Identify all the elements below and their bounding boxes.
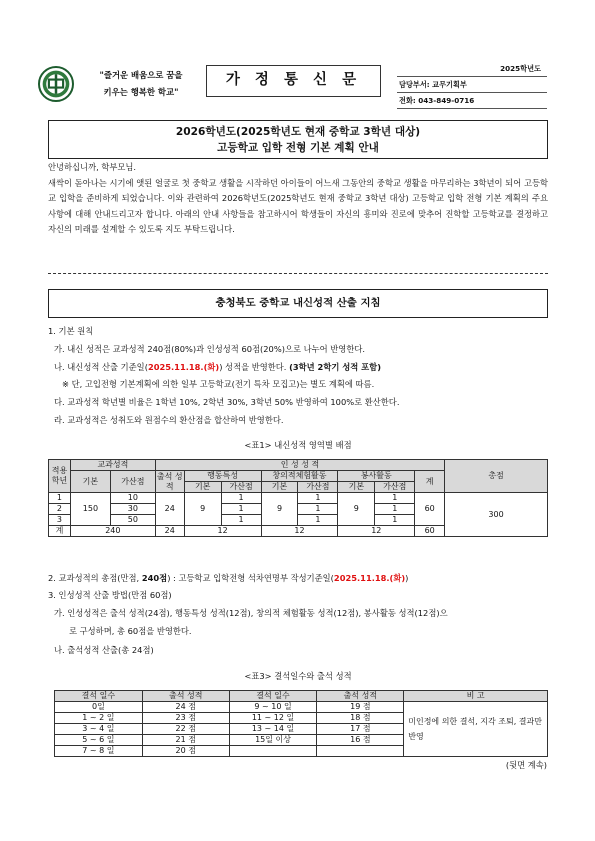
slogan-line-1: "즐거운 배움으로 꿈을 [99, 70, 183, 80]
cell-creative-add: 1 [298, 504, 338, 515]
main-title-line-1: 2026학년도(2025학년도 현재 중학교 3학년 대상) [175, 126, 421, 138]
s3-item-na: 나. 출석성적 산출(총 24점) [54, 645, 154, 655]
cell-score: 23 점 [142, 713, 229, 724]
cell-subject-add: 50 [110, 515, 155, 526]
th-attend-score: 출석 성적 [317, 691, 404, 702]
cell-days: 0일 [55, 702, 143, 713]
cell-volunteer-add: 1 [375, 493, 415, 504]
cell-total-subject: 240 [70, 526, 155, 537]
cell-score: 16 점 [317, 735, 404, 746]
cell-creative-basic: 9 [261, 493, 298, 526]
table3-caption: <표3> 결석일수와 출석 성적 [244, 671, 352, 681]
cell-days: 13 ~ 14 일 [229, 724, 317, 735]
cell-score: 22 점 [142, 724, 229, 735]
s1-item-ra: 라. 교과성적은 성취도와 원점수의 환산점을 합산하여 반영한다. [54, 415, 284, 425]
na-mid: ) 성적을 반영한다. [219, 362, 290, 372]
th-total: 총점 [445, 460, 548, 493]
table-row [49, 493, 548, 504]
s1-item-da: 다. 교과성적 학년별 비율은 1학년 10%, 2학년 30%, 3학년 50% 반영하여 100%로 환산한다. [54, 397, 400, 407]
cell-total-behavior: 12 [184, 526, 261, 537]
cell-score: 20 점 [142, 746, 229, 757]
cell-score: 24 점 [142, 702, 229, 713]
cell-volunteer-basic: 9 [338, 493, 375, 526]
school-year: 2025학년도 [397, 61, 547, 77]
cell-grade: 3 [49, 515, 71, 526]
slogan-line-2: 키우는 행복한 학교" [103, 87, 179, 97]
greeting: 안녕하십니까, 학부모님. [48, 162, 137, 172]
s1-item-ga: 가. 내신 성적은 교과성적 240점(80%)과 인성성적 60점(20%)으로 나누어 반영한다. [54, 344, 365, 354]
cell-volunteer-add: 1 [375, 504, 415, 515]
cell-volunteer-add: 1 [375, 515, 415, 526]
s1-heading: 1. 기본 원칙 [48, 326, 94, 336]
cell-days: 9 ~ 10 일 [229, 702, 317, 713]
cell-score: 21 점 [142, 735, 229, 746]
th-behavior: 행동특성 [184, 471, 261, 482]
cell-behavior-add: 1 [221, 515, 261, 526]
s3-item-ga-2: 로 구성하며, 총 60점을 반영한다. [69, 626, 192, 636]
cell-grand-total: 300 [445, 493, 548, 537]
school-emblem-icon [40, 68, 72, 100]
cell-subject-add: 10 [110, 493, 155, 504]
divider [48, 273, 548, 274]
s2-mid: ) : 고등학교 입학전형 석차연명부 작성기준일( [167, 573, 334, 583]
document-title: 가 정 통 신 문 [206, 65, 381, 97]
main-title-line-2: 고등학교 입학 전형 기본 계획 안내 [217, 142, 379, 154]
cell-char-sum: 60 [415, 493, 445, 526]
cell-score: 17 점 [317, 724, 404, 735]
cell-score: 19 점 [317, 702, 404, 713]
s2-pre: 2. 교과성적의 총점(만점, [48, 573, 142, 583]
th-sum: 계 [415, 471, 445, 493]
th-attend: 출석 성적 [156, 471, 183, 491]
continued-note: (뒷면 계속) [505, 760, 547, 770]
cell-days: 5 ~ 6 일 [55, 735, 143, 746]
section-title: 충청북도 중학교 내신성적 산출 지침 [48, 289, 548, 318]
cell-total-sum: 60 [415, 526, 445, 537]
table1-caption: <표1> 내신성적 영역별 배점 [244, 440, 352, 450]
cell-days: 15일 이상 [229, 735, 317, 746]
th-creative: 창의적체험활동 [261, 471, 338, 482]
cell-subject-add: 30 [110, 504, 155, 515]
s3-heading: 3. 인성성적 산출 방법(만점 60점) [48, 590, 172, 600]
na-date: 2025.11.18.(화) [147, 362, 220, 372]
table3 [54, 690, 548, 757]
cell-attend: 24 [155, 493, 184, 526]
cell-note: 미인정에 의한 결석, 지각 조퇴, 결과만 반영 [404, 702, 548, 757]
th-volunteer-basic: 기본 [338, 482, 375, 493]
cell-score: 18 점 [317, 713, 404, 724]
cell-score-empty [317, 746, 404, 757]
table-row [55, 702, 548, 713]
th-absent-days: 결석 일수 [229, 691, 317, 702]
school-slogan [82, 67, 200, 101]
cell-grade: 1 [49, 493, 71, 504]
s2-post: ) [405, 573, 409, 583]
intro-body: 새싹이 돋아나는 시기에 앳된 얼굴로 첫 중학교 생활을 시작하던 아이들이 어느새 그동안의 중학교 생활을 마무리하는 3학년이 되어 고등학교 입학을 준비하게 되었습니다. 이와 관련하여 2026학년도(2025학년도 현재 중학교 3학년 대상) 고등학교 입학 전형 기본 계획의 주요 사항에 대해 안내드리고자 합니다. 아래의 안내 사항들을 참고하시어 학생들이 자신의 흥미와 진로에 맞추어 진학할 고등학교를 결정하고 자신의 미래를 설계할 수 있도록 지도 부탁드립니다. [48, 177, 548, 235]
cell-days-empty [229, 746, 317, 757]
cell-behavior-basic: 9 [184, 493, 221, 526]
th-note: 비 고 [404, 691, 548, 702]
department: 담당부서: 교무기획부 [397, 77, 547, 93]
th-subject-basic: 기본 [70, 471, 110, 493]
s2-line [48, 573, 408, 584]
th-creative-add: 가산점 [298, 482, 338, 493]
cell-days: 11 ~ 12 일 [229, 713, 317, 724]
na-bold: (3학년 2학기 성적 포함) [289, 362, 381, 372]
th-creative-basic: 기본 [261, 482, 298, 493]
table1 [48, 459, 548, 537]
th-volunteer-add: 가산점 [375, 482, 415, 493]
cell-grade: 2 [49, 504, 71, 515]
cell-days: 1 ~ 2 일 [55, 713, 143, 724]
cell-days: 3 ~ 4 일 [55, 724, 143, 735]
th-absent-days: 결석 일수 [55, 691, 143, 702]
na-pre: 나. 내신성적 산출 기준일( [54, 362, 148, 372]
s1-note: ※ 단, 고입전형 기본계획에 의한 일부 고등학교(전기 특차 모집고)는 별도 계획에 따름. [62, 379, 375, 389]
th-attend-score: 출석 성적 [142, 691, 229, 702]
intro-letter [48, 160, 548, 238]
cell-days: 7 ~ 8 일 [55, 746, 143, 757]
cell-creative-add: 1 [298, 515, 338, 526]
th-subject: 교과성적 [70, 460, 155, 471]
th-behavior-basic: 기본 [184, 482, 221, 493]
th-character: 인 성 성 적 [155, 460, 444, 471]
th-behavior-add: 가산점 [221, 482, 261, 493]
cell-creative-add: 1 [298, 493, 338, 504]
s1-item-na [54, 362, 381, 373]
cell-total-creative: 12 [261, 526, 338, 537]
phone-number: 전화: 043-849-0716 [397, 93, 547, 109]
cell-subject-basic: 150 [70, 493, 110, 526]
document-info [397, 61, 547, 109]
cell-behavior-add: 1 [221, 504, 261, 515]
th-subject-add: 가산점 [110, 471, 155, 493]
th-volunteer: 봉사활동 [338, 471, 415, 482]
cell-total-attend: 24 [155, 526, 184, 537]
s2-date: 2025.11.18.(화) [333, 573, 406, 583]
cell-total-label: 계 [49, 526, 71, 537]
th-grade: 적용 학년 [49, 460, 71, 493]
school-logo [38, 66, 74, 102]
s2-bold: 240점 [141, 573, 168, 583]
s3-item-ga-1: 가. 인성성적은 출석 성적(24점), 행동특성 성적(12점), 창의적 체험활동 성적(12점), 봉사활동 성적(12점)으 [54, 608, 448, 618]
main-title-box [48, 120, 548, 159]
cell-behavior-add: 1 [221, 493, 261, 504]
cell-total-volunteer: 12 [338, 526, 415, 537]
